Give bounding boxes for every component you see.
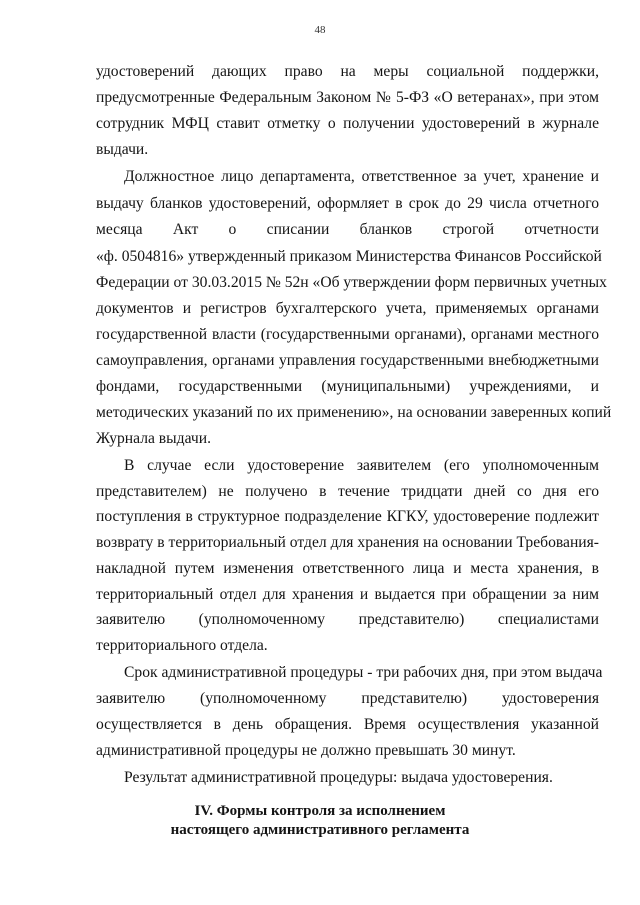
text-line: территориальный отдел для хранения и выдается при обращении за ним bbox=[96, 586, 599, 603]
text-line: государственной власти (государственными органами), органами местного bbox=[96, 326, 599, 343]
text-line: «ф. 0504816» утвержденный приказом Министерства Финансов Российской bbox=[96, 248, 602, 265]
text-line: фондами, государственными (муниципальными) учреждениями, и bbox=[96, 378, 599, 395]
text-line: Журнала выдачи. bbox=[96, 430, 211, 447]
text-line: В случае если удостоверение заявителем (его уполномоченным bbox=[124, 457, 599, 474]
text-line: Результат административной процедуры: выдача удостоверения. bbox=[124, 769, 553, 786]
text-line: Срок административной процедуры - три рабочих дня, при этом выдача bbox=[124, 664, 603, 681]
text-line: территориального отдела. bbox=[96, 637, 268, 654]
text-line: административной процедуры не должно превышать 30 минут. bbox=[96, 742, 516, 759]
text-line: выдачу бланков удостоверений, оформляет в срок до 29 числа отчетного bbox=[96, 195, 599, 212]
text-line: заявителю (уполномоченному представителю) специалистами bbox=[96, 611, 599, 628]
text-line: Федерации от 30.03.2015 № 52н «Об утверждении форм первичных учетных bbox=[96, 274, 607, 291]
text-line: методических указаний по их применению», на основании заверенных копий bbox=[96, 404, 612, 421]
text-line: возврату в территориальный отдел для хранения на основании Требования- bbox=[96, 534, 599, 551]
text-line: накладной путем изменения ответственного лица и места хранения, в bbox=[96, 560, 599, 577]
text-line: документов и регистров бухгалтерского учета, применяемых органами bbox=[96, 300, 599, 317]
text-line: осуществляется в день обращения. Время осуществления указанной bbox=[96, 716, 599, 733]
text-line: поступления в структурное подразделение КГКУ, удостоверение подлежит bbox=[96, 508, 599, 525]
text-line: месяца Акт о списании бланков строгой отчетности bbox=[96, 221, 599, 238]
section-heading: IV. Формы контроля за исполнением bbox=[194, 803, 446, 819]
text-line: сотрудник МФЦ ставит отметку о получении удостоверений в журнале bbox=[96, 115, 599, 132]
text-line: Должностное лицо департамента, ответственное за учет, хранение и bbox=[124, 168, 599, 185]
text-line: удостоверений дающих право на меры социальной поддержки, bbox=[96, 63, 599, 80]
page-number: 48 bbox=[314, 24, 326, 36]
text-line: предусмотренные Федеральным Законом № 5-ФЗ «О ветеранах», при этом bbox=[96, 89, 599, 106]
section-heading: настоящего административного регламента bbox=[170, 822, 470, 838]
text-line: выдачи. bbox=[96, 141, 149, 158]
text-line: заявителю (уполномоченному представителю) удостоверения bbox=[96, 690, 599, 707]
text-line: представителем) не получено в течение тридцати дней со дня его bbox=[96, 483, 599, 500]
text-line: самоуправления, органами управления государственными внебюджетными bbox=[96, 352, 599, 369]
